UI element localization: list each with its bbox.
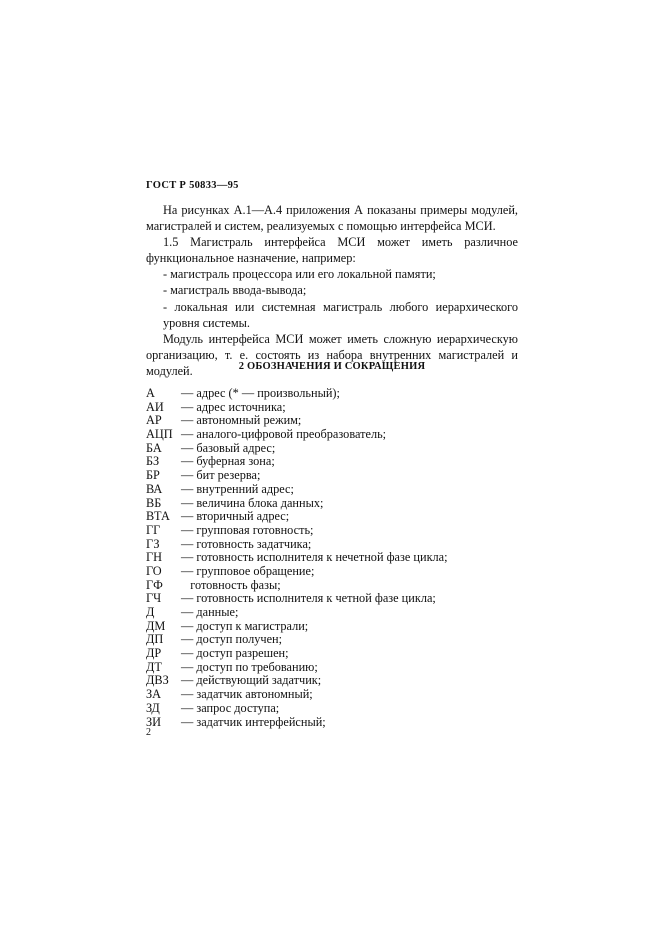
abbreviation-definition: готовность фазы; bbox=[181, 577, 281, 592]
abbreviation-definition: — задатчик автономный; bbox=[181, 687, 313, 702]
paragraph-figures-reference: На рисунках А.1—А.4 приложения А показаны примеры модулей, магистралей и систем, реализуемых с помощью интерфейса МСИ. bbox=[146, 203, 518, 234]
abbreviation-row bbox=[146, 565, 546, 579]
abbreviation-definition: — величина блока данных; bbox=[181, 495, 324, 510]
abbreviation-definition: — доступ получен; bbox=[181, 632, 283, 647]
abbreviation-row bbox=[146, 674, 546, 688]
abbreviation-row bbox=[146, 633, 546, 647]
abbreviation-definition: — аналого-цифровой преобразователь; bbox=[181, 427, 387, 442]
abbreviation-term: ВА bbox=[146, 481, 163, 496]
abbreviation-term: ГЧ bbox=[146, 591, 162, 606]
abbreviation-row bbox=[146, 414, 546, 428]
abbreviation-term: БР bbox=[146, 468, 160, 483]
abbreviation-term: ГО bbox=[146, 563, 162, 578]
abbreviation-row bbox=[146, 592, 546, 606]
abbreviation-definition: — доступ разрешен; bbox=[181, 646, 289, 661]
abbreviation-term: ВБ bbox=[146, 495, 162, 510]
abbreviation-row bbox=[146, 702, 546, 716]
abbreviation-row bbox=[146, 401, 546, 415]
abbreviation-row bbox=[146, 688, 546, 702]
abbreviation-row bbox=[146, 579, 546, 593]
abbreviation-term: ГН bbox=[146, 550, 162, 565]
abbreviation-definition: — готовность исполнителя к нечетной фазе цикла; bbox=[181, 550, 448, 565]
abbreviation-definition: — доступ по требованию; bbox=[181, 659, 318, 674]
abbreviation-term: А bbox=[146, 386, 155, 400]
abbreviation-definition: — доступ к магистрали; bbox=[181, 618, 309, 633]
abbreviation-definition: — данные; bbox=[181, 605, 239, 619]
list-item-local-system-bus: - локальная или системная магистраль любого иерархического уровня системы. bbox=[163, 299, 518, 330]
abbreviation-term: ГГ bbox=[146, 522, 161, 537]
abbreviation-row bbox=[146, 455, 546, 469]
abbreviation-term: ВТА bbox=[146, 509, 170, 524]
abbreviation-definition: — групповая готовность; bbox=[181, 522, 314, 537]
abbreviation-row bbox=[146, 428, 546, 442]
abbreviation-term: ЗД bbox=[146, 700, 160, 715]
abbreviation-row bbox=[146, 538, 546, 552]
abbreviation-term: БА bbox=[146, 440, 162, 455]
abbreviation-definition: — адрес источника; bbox=[181, 399, 286, 414]
abbreviation-term: ГЗ bbox=[146, 536, 160, 551]
abbreviation-definition: — готовность исполнителя к четной фазе цикла; bbox=[181, 591, 436, 606]
abbreviation-term: ДП bbox=[146, 632, 164, 647]
abbreviation-term: АИ bbox=[146, 399, 164, 414]
abbreviation-row bbox=[146, 551, 546, 565]
abbreviation-term: Д bbox=[146, 605, 155, 619]
abbreviation-term: ДР bbox=[146, 646, 162, 661]
abbreviation-definition: — задатчик интерфейсный; bbox=[181, 714, 326, 729]
abbreviation-row bbox=[146, 620, 546, 634]
abbreviation-row bbox=[146, 497, 546, 511]
abbreviation-definition: — запрос доступа; bbox=[181, 700, 280, 715]
abbreviation-row bbox=[146, 483, 546, 497]
abbreviation-row bbox=[146, 469, 546, 483]
list-item-io-bus: - магистраль ввода-вывода; bbox=[163, 283, 307, 298]
abbreviation-row bbox=[146, 606, 546, 620]
page-number: 2 bbox=[146, 727, 151, 738]
abbreviation-term: АР bbox=[146, 413, 162, 428]
abbreviation-term: АЦП bbox=[146, 427, 173, 442]
abbreviation-row bbox=[146, 661, 546, 675]
abbreviation-row bbox=[146, 387, 546, 401]
abbreviation-definition: — действующий задатчик; bbox=[181, 673, 322, 688]
list-item-processor-bus: - магистраль процессора или его локальной памяти; bbox=[163, 267, 436, 282]
abbreviation-definition: — групповое обращение; bbox=[181, 563, 315, 578]
abbreviation-term: ЗА bbox=[146, 687, 162, 702]
abbreviation-definition: — вторичный адрес; bbox=[181, 509, 290, 524]
abbreviation-definition: — адрес (* — произвольный); bbox=[181, 386, 340, 400]
abbreviation-row bbox=[146, 647, 546, 661]
body-text bbox=[146, 202, 518, 379]
abbreviation-definition: — бит резерва; bbox=[181, 468, 261, 483]
abbreviation-term: ГФ bbox=[146, 577, 163, 592]
abbreviation-definition: — внутренний адрес; bbox=[181, 481, 294, 496]
section-title: 2 ОБОЗНАЧЕНИЯ И СОКРАЩЕНИЯ bbox=[238, 361, 426, 372]
abbreviation-term: ДТ bbox=[146, 659, 162, 674]
abbreviation-row bbox=[146, 524, 546, 538]
abbreviation-term: ДМ bbox=[146, 618, 166, 633]
abbreviation-definition: — автономный режим; bbox=[181, 413, 302, 428]
abbreviation-definition: — готовность задатчика; bbox=[181, 536, 312, 551]
abbreviation-definition: — базовый адрес; bbox=[181, 440, 276, 455]
abbreviation-term: ДВЗ bbox=[146, 673, 169, 688]
abbreviation-row bbox=[146, 510, 546, 524]
document-header-code: ГОСТ Р 50833—95 bbox=[146, 180, 239, 191]
paragraph-module-organization: Модуль интерфейса МСИ может иметь сложную иерархическую организацию, т. е. состоять из набора внутренних магистралей и модулей. bbox=[146, 331, 518, 378]
paragraph-clause-1-5: 1.5 Магистраль интерфейса МСИ может иметь различное функциональное назначение, например: bbox=[146, 235, 518, 266]
abbreviation-term: ЗИ bbox=[146, 714, 162, 729]
abbreviation-row bbox=[146, 716, 546, 730]
abbreviation-row bbox=[146, 442, 546, 456]
abbreviation-term: БЗ bbox=[146, 454, 160, 469]
abbreviation-list bbox=[146, 387, 546, 729]
abbreviation-definition: — буферная зона; bbox=[181, 454, 275, 469]
